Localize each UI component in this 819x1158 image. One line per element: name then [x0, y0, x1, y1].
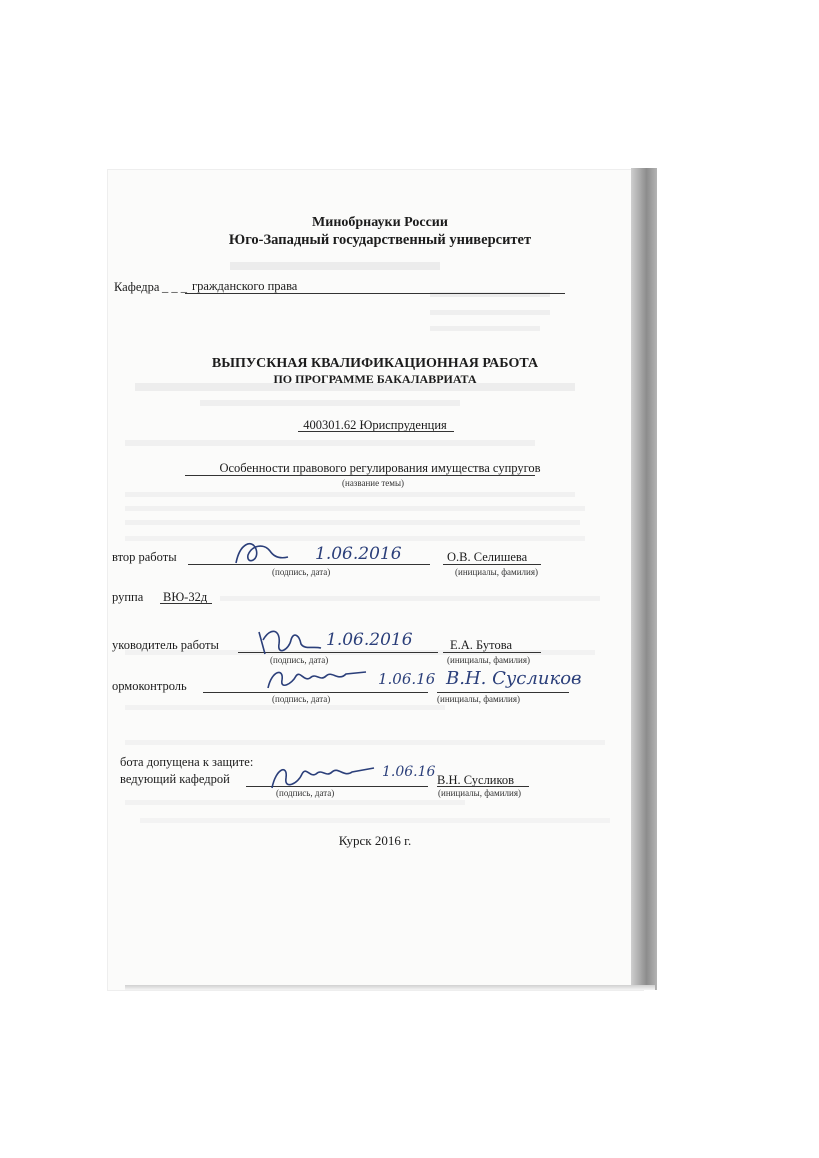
topic-line [185, 475, 535, 476]
department-label: Кафедра [114, 280, 160, 294]
author-sign-line [188, 564, 430, 565]
author-name-line [443, 564, 541, 565]
supervisor-sign-caption: (подпись, дата) [270, 655, 329, 665]
title-line2: ПО ПРОГРАММЕ БАКАЛАВРИАТА [273, 372, 477, 386]
supervisor-handwritten-date: 1.06.2016 [326, 630, 413, 650]
author-label: втор работы [112, 550, 177, 564]
city-year: Курск 2016 г. [338, 833, 412, 848]
specialty-line [298, 431, 454, 432]
department-prefix: _ _ _ [162, 280, 187, 294]
supervisor-name-caption: (инициалы, фамилия) [447, 655, 530, 665]
group-line [160, 603, 212, 604]
supervisor-name-line [443, 652, 541, 653]
supervisor-label: уководитель работы [112, 638, 219, 652]
admission-label: ведующий кафедрой [120, 772, 230, 786]
supervisor-name: Е.А. Бутова [450, 638, 512, 652]
normcontrol-handwritten-name: В.Н. Сусликов [446, 668, 582, 689]
admission-name-line [437, 786, 529, 787]
sheet-bottom-edge [125, 985, 655, 990]
author-handwritten-date: 1.06.2016 [315, 544, 402, 564]
university-name: Юго-Западный государственный университет [228, 232, 532, 248]
binding-spine [631, 168, 657, 990]
normcontrol-name-line [437, 692, 569, 693]
title-line1: ВЫПУСКНАЯ КВАЛИФИКАЦИОННАЯ РАБОТА [211, 356, 539, 371]
admission-sign-caption: (подпись, дата) [276, 788, 335, 798]
topic-caption: (название темы) [342, 478, 405, 488]
group-label: руппа [112, 590, 144, 604]
ministry-name: Минобрнауки России [312, 215, 448, 230]
normcontrol-name-caption: (инициалы, фамилия) [437, 694, 520, 704]
author-name-caption: (инициалы, фамилия) [455, 567, 538, 577]
specialty: 400301.62 Юриспруденция [303, 418, 447, 432]
normcontrol-label: ормоконтроль [112, 679, 187, 693]
normcontrol-handwritten-date: 1.06.16 [378, 670, 436, 688]
admission-handwritten-date: 1.06.16 [382, 764, 436, 780]
admission-name: В.Н. Сусликов [437, 773, 515, 787]
author-sign-caption: (подпись, дата) [272, 567, 331, 577]
admission-name-caption: (инициалы, фамилия) [438, 788, 521, 798]
group-value: ВЮ-32д [163, 590, 208, 604]
admission-line1: бота допущена к защите: [120, 755, 254, 769]
normcontrol-sign-caption: (подпись, дата) [272, 694, 331, 704]
department-value: гражданского права [192, 279, 298, 293]
topic-value: Особенности правового регулирования имущества супругов [219, 461, 541, 475]
author-name: О.В. Селишева [447, 550, 528, 564]
